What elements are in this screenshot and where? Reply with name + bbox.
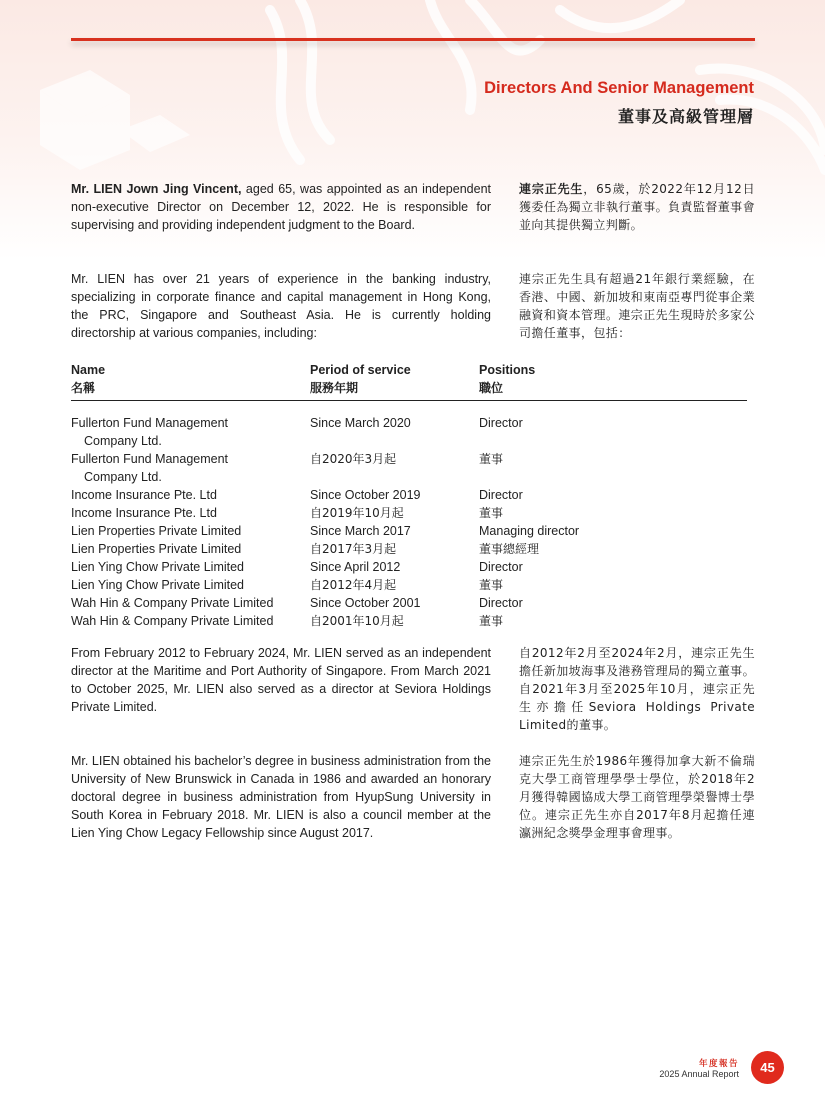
- position: Director: [479, 560, 523, 574]
- maritime-paragraph-chinese: 自2012年2月至2024年2月，連宗正先生擔任新加坡海事及港務管理局的獨立董事。自2021年3月至2025年10月，連宗正先生亦擔任Seviora Holdings Private Limited的董事。: [519, 646, 755, 732]
- position: 董事: [479, 452, 504, 466]
- position: Managing director: [479, 524, 580, 538]
- company-name-continued: Company Ltd.: [84, 470, 162, 484]
- intro-text-chinese: ，65歲，於2022年12月12日獲委任為獨立非執行董事。負責監督董事會並向其提供獨立判斷。: [519, 182, 755, 232]
- director-name: Mr. LIEN Jown Jing Vincent,: [71, 182, 242, 196]
- company-name: Lien Ying Chow Private Limited: [71, 578, 245, 592]
- company-name: Income Insurance Pte. Ltd: [71, 488, 217, 502]
- company-name: Wah Hin & Company Private Limited: [71, 614, 274, 628]
- service-period: Since March 2020: [310, 416, 411, 430]
- annual-report-label-chinese: 年度報告: [698, 1059, 739, 1069]
- education-paragraph: Mr. LIEN obtained his bachelor’s degree in business administration from the University of New Brunswick in Canada in 1986 and awarded an honorary doctoral degree in business administration from HyupSung University in South Korea in February 2018. Mr. LIEN is also a council member at the Lien Ying Chow Legacy Fellowship since August 2017.: [71, 754, 491, 840]
- position: Director: [479, 488, 523, 502]
- table-row: [71, 522, 747, 540]
- header-positions-chinese: 職位: [479, 381, 504, 395]
- position: 董事總經理: [479, 542, 540, 556]
- table-row: [71, 558, 747, 576]
- position: 董事: [479, 614, 504, 628]
- table-row: [71, 612, 747, 630]
- maritime-paragraph: From February 2012 to February 2024, Mr. LIEN served as an independent director at the Maritime and Port Authority of Singapore. From March 2021 to October 2025, Mr. LIEN also served as a director at Seviora Holdings Private Limited.: [71, 646, 491, 714]
- service-period: Since October 2019: [310, 488, 421, 502]
- position: Director: [479, 596, 523, 610]
- company-name: Fullerton Fund Management: [71, 452, 229, 466]
- header-period-chinese: 服務年期: [310, 381, 359, 395]
- service-period: 自2001年10月起: [310, 614, 404, 628]
- section-title: Directors And Senior Management: [484, 79, 754, 97]
- service-period: 自2020年3月起: [310, 452, 397, 466]
- company-name: Lien Ying Chow Private Limited: [71, 560, 245, 574]
- table-row: [71, 450, 747, 486]
- header-name: Name: [71, 363, 106, 377]
- header-name-chinese: 名稱: [71, 381, 96, 395]
- service-period: 自2012年4月起: [310, 578, 397, 592]
- position: Director: [479, 416, 523, 430]
- table-row: [71, 576, 747, 594]
- company-name: Wah Hin & Company Private Limited: [71, 596, 274, 610]
- table-row: [71, 594, 747, 612]
- page-number: 45: [751, 1051, 784, 1084]
- experience-paragraph-chinese: 連宗正先生具有超過21年銀行業經驗，在香港、中國、新加坡和東南亞專門從事企業融資和資本管理。連宗正先生現時於多家公司擔任董事，包括：: [519, 272, 755, 340]
- service-period: Since October 2001: [310, 596, 421, 610]
- header-positions: Positions: [479, 363, 536, 377]
- company-name: Fullerton Fund Management: [71, 416, 229, 430]
- service-period: Since April 2012: [310, 560, 401, 574]
- company-name: Lien Properties Private Limited: [71, 524, 242, 538]
- intro-paragraph-chinese: [519, 180, 755, 234]
- table-body: [71, 414, 747, 630]
- director-name-chinese: 連宗正先生: [519, 182, 584, 196]
- directorships-table: [71, 361, 747, 630]
- table-row: [71, 540, 747, 558]
- company-name: Income Insurance Pte. Ltd: [71, 506, 217, 520]
- table-header: [71, 361, 747, 401]
- intro-paragraph: [71, 180, 491, 234]
- top-rule: [71, 38, 755, 41]
- table-row: [71, 486, 747, 504]
- section-title-chinese: 董事及高級管理層: [617, 107, 754, 126]
- annual-report-label: 2025 Annual Report: [659, 1069, 739, 1079]
- company-name-continued: Company Ltd.: [84, 434, 162, 448]
- position: 董事: [479, 578, 504, 592]
- service-period: Since March 2017: [310, 524, 411, 538]
- education-paragraph-chinese: 連宗正先生於1986年獲得加拿大新不倫瑞克大學工商管理學學士學位，於2018年2月獲得韓國協成大學工商管理學榮譽博士學位。連宗正先生亦自2017年8月起擔任連瀛洲紀念獎學金理事會理事。: [519, 754, 755, 840]
- experience-paragraph: Mr. LIEN has over 21 years of experience in the banking industry, specializing in corporate finance and capital management in Hong Kong, the PRC, Singapore and Southeast Asia. He is currently holding directorship at various companies, including:: [71, 272, 491, 340]
- company-name: Lien Properties Private Limited: [71, 542, 242, 556]
- header-period: Period of service: [310, 363, 411, 377]
- service-period: 自2017年3月起: [310, 542, 397, 556]
- table-row: [71, 504, 747, 522]
- table-row: [71, 414, 747, 450]
- position: 董事: [479, 506, 504, 520]
- service-period: 自2019年10月起: [310, 506, 404, 520]
- intro-text: aged 65, was appointed as an independent non-executive Director on December 12, 2022. He is responsible for supervising and providing independent judgment to the Board.: [71, 182, 491, 232]
